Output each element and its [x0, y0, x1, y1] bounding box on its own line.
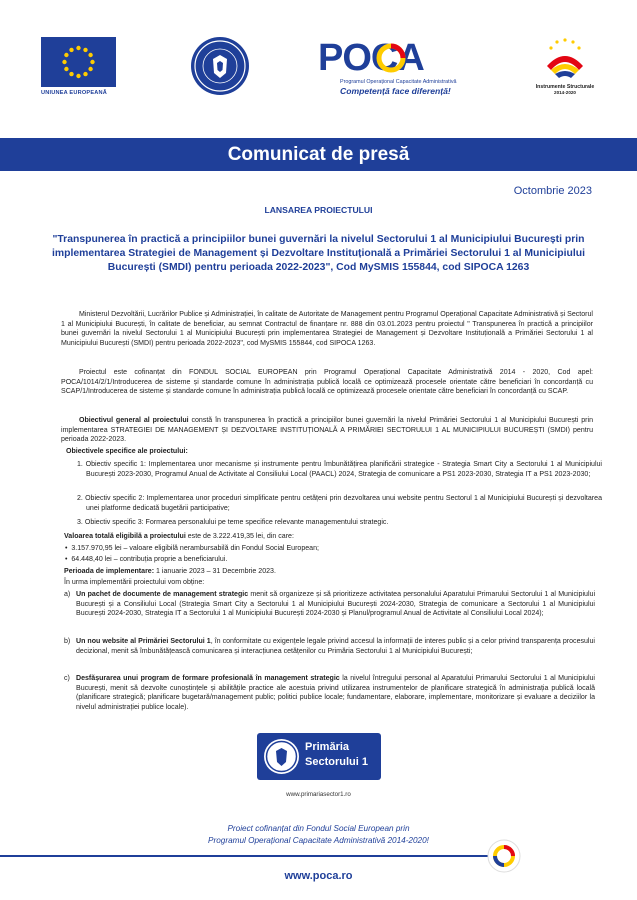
general-objective-lead: Obiectivul general al proiectului — [79, 417, 189, 424]
government-seal-logo — [191, 37, 249, 95]
poca-subtitle: Programul Operațional Capacitate Administrativă — [340, 79, 457, 85]
result-rest: la nivelul întregului personal al Aparatului Primarului Sectorului 1 al Municipiului București, menit să dezvolte cunoștințele și abilitățile practice ale acestuia privind utilizarea instrumentelor de planificare strategică în administrația publică locală (planificare strategică; planificare bugetară/management public; politici publice locale; fundamentare, elaborare, implementare, monitorizare și evaluare a deciziilor la nivelul administrației publice locale). — [76, 675, 595, 711]
government-crest-icon — [191, 37, 249, 95]
funding-statement-line2: Programul Operațional Capacitate Administrativă 2014-2020! — [208, 836, 429, 845]
primaria-website-link[interactable]: www.primariasector1.ro — [286, 791, 351, 798]
result-lead: Un nou website al Primăriei Sectorului 1 — [76, 638, 211, 645]
structural-instruments-label: Instrumente Structurale — [535, 84, 595, 90]
poca-slogan: Competență face diferență! — [340, 86, 451, 96]
poca-badge-icon — [486, 838, 522, 874]
value-item — [65, 555, 585, 565]
result-item — [64, 637, 595, 656]
implementation-period-lead: Perioada de implementare: — [64, 568, 155, 575]
paragraph-funding: Proiectul este cofinanțat din FONDUL SOCIAL EUROPEAN prin Programul Operațional Capacitate Administrativă 2014 - 2020, Cod apel: POCA/1014/2/1/Introducerea de sisteme și standarde comune în administrația publică locală ce optimizează procesele orientate către beneficiari în concordanță cu SCAP/1/Introducerea de sisteme și standarde comune în administrația publică locală ce optimizează procesele orientate către beneficiari în concordanță cu SCAP. — [61, 369, 593, 396]
result-item — [64, 590, 595, 619]
poca-ring-icon — [376, 43, 406, 73]
objectives-heading: Obiectivele specifice ale proiectului: — [66, 448, 188, 455]
poca-badge-logo — [486, 838, 522, 874]
result-marker: c) — [64, 675, 70, 682]
implementation-period — [64, 567, 596, 577]
primaria-seal-icon — [264, 739, 299, 774]
result-rest: , în conformitate cu exigențele legale privind accesul la informații de interes public și a celor privind transparența procesului decizional, menit să îmbunătățească comunicarea și interacțiunea cetățenilor cu Primăria Sectorului 1 al Municipiului București; — [76, 638, 595, 655]
eu-label: UNIUNEA EUROPEANĂ — [41, 90, 107, 96]
eu-stars-icon — [41, 37, 116, 87]
funding-statement-line1: Proiect cofinanțat din Fondul Social European prin — [227, 824, 410, 833]
eu-flag-logo — [41, 37, 116, 87]
objective-item: 2. Obiectiv specific 2: Implementarea unor proceduri simplificate pentru cetățeni prin dezvoltarea unui website pentru Sectorul 1 al Municipiului București și dezvoltarea unei platforme dedicată bugetării participative; — [77, 495, 602, 512]
total-value-line — [64, 532, 596, 542]
result-rest: menit să organizeze și să prioritizeze activitatea personalului Aparatului Primarului Sectorului 1 al Municipiului București și a Consiliului Local (Strategia Smart City a Sectorului 1 al Municipiului București 2024-2030, Strategia de comunicare a Sectorului 1 al Municipiului București 2024-2030, Strategia IT a Sectorului 1 al Municipiului București 2024-2030 și Planul/programul Anual de Activitate al Consiliului Local 2024); — [76, 591, 596, 618]
structural-instruments-logo — [541, 36, 589, 80]
poca-wordmark: POCA — [318, 37, 424, 79]
paragraph-general-objective — [61, 416, 593, 445]
result-text — [76, 674, 595, 712]
value-item-text: 3.157.970,95 lei – valoare eligibilă nerambursabilă din Fondul Social European; — [71, 545, 319, 552]
project-title: "Transpunerea în practică a principiilor bunei guvernări la nivelul Sectorului 1 al Municipiului București prin implementarea Strategiei de Management și Dezvoltare Instituțională a Primăriei Sectorului 1 al Municipiului București (SMDI) pentru perioada 2022-2023", Cod MySMIS 155844, cod SIPOCA 1263 — [52, 234, 585, 274]
value-item-text: 64.448,40 lei – contribuția proprie a beneficiarului. — [71, 556, 228, 563]
result-text — [76, 637, 595, 656]
page-title: Comunicat de presă — [227, 144, 410, 165]
launch-heading: LANSAREA PROIECTULUI — [264, 205, 373, 215]
structural-instruments-icon — [541, 36, 589, 80]
sector-label: Sectorului 1 — [305, 756, 368, 768]
primaria-label: Primăria — [305, 741, 350, 753]
total-value-text: este de 3.222.419,35 lei, din care: — [185, 533, 294, 540]
result-lead: Un pachet de documente de management strategic — [76, 591, 249, 598]
paragraph-contract: Ministerul Dezvoltării, Lucrărilor Publice și Administrației, în calitate de Autoritate de Management pentru Programul Operațional Capacitate Administrativă și Sectorul 1 al Municipiului București, în calitate de beneficiar, au semnat Contractul de finanțare nr. 888 din 03.01.2023 pentru proiectul " Transpunerea în practică a principiilor bunei guvernări la nivelul Sectorului 1 al Municipiului București prin implementarea Strategiei de Management și Dezvoltare Instituțională a Primăriei Sectorului 1 al Municipiului București (SMDI) pentru perioada 2022-2023", cod MySMIS 155844, cod SIPOCA 1263. — [61, 311, 593, 347]
total-value-lead: Valoarea totală eligibilă a proiectului — [64, 533, 186, 540]
objective-item: 1. Obiectiv specific 1: Implementarea unor mecanisme și instrumente pentru îmbunătățirea planificării strategice - Strategia Smart City a Sectorului 1 al Municipiului București 2023-2030, Programul Anual de Activitate al Consiliului Local (PAACL) 2024, Strategia de comunicare a PS1 2023-2030, Strategia IT a PS1 2023-2030; — [77, 461, 602, 478]
sector1-crest-icon — [264, 739, 299, 774]
bullet-icon: • — [65, 556, 72, 563]
general-objective-text: constă în transpunerea în practică a principiilor bunei guvernări la nivelul Primăriei Sectorului 1 al Municipiului București prin implementarea STRATEGIEI DE MANAGEMENT ȘI DEZVOLTARE INSTITUȚIONALĂ A PRIMĂRIEI SECTORULUI 1 AL MUNICIPIULUI BUCUREȘTI (SMDI) pentru perioada 2022-2023. — [61, 417, 593, 444]
result-item — [64, 674, 595, 712]
objective-item: 3. Obiectiv specific 3: Formarea personalului pe teme specifice relevante managementului strategic. — [77, 519, 389, 526]
result-marker: b) — [64, 638, 71, 645]
poca-website-link[interactable]: www.poca.ro — [284, 870, 353, 882]
structural-instruments-period: 2014-2020 — [554, 90, 576, 95]
bullet-icon: • — [65, 545, 72, 552]
footer-divider — [0, 855, 500, 857]
implementation-period-text: 1 ianuarie 2023 – 31 Decembrie 2023. — [154, 568, 276, 575]
release-date: Octombrie 2023 — [513, 185, 592, 197]
poca-logo — [318, 37, 468, 97]
result-lead: Desfășurarea unui program de formare profesională în management strategic — [76, 675, 340, 682]
results-intro: În urma implementării proiectului vom obține: — [64, 579, 205, 586]
result-text — [76, 590, 595, 619]
value-item — [65, 544, 585, 554]
result-marker: a) — [64, 591, 71, 598]
